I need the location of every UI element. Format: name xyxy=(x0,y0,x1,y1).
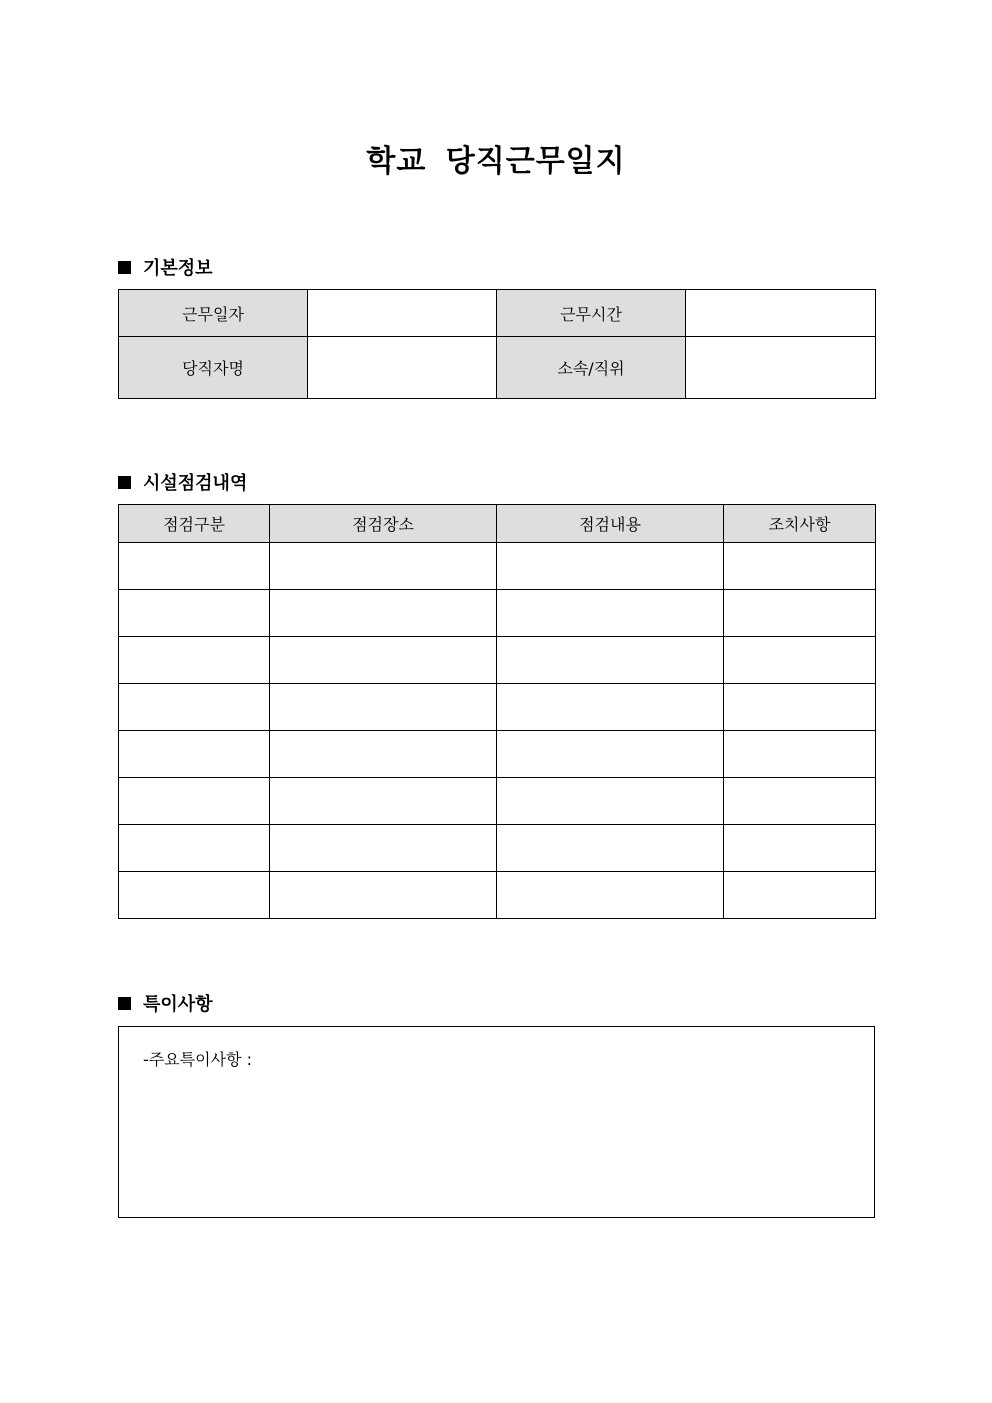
table-cell[interactable] xyxy=(724,778,876,825)
column-header-category: 점검구분 xyxy=(119,505,270,543)
table-cell[interactable] xyxy=(497,872,724,919)
table-cell[interactable] xyxy=(497,637,724,684)
section-heading-inspection xyxy=(118,469,247,495)
table-cell[interactable] xyxy=(724,825,876,872)
section-heading-notes-label: 특이사항 xyxy=(143,994,213,1015)
basic-info-table xyxy=(118,289,876,399)
table-cell[interactable] xyxy=(119,684,270,731)
table-row xyxy=(119,872,876,919)
table-cell[interactable] xyxy=(724,543,876,590)
table-cell[interactable] xyxy=(270,590,497,637)
table-row xyxy=(119,825,876,872)
duty-name-field[interactable] xyxy=(308,337,497,399)
table-cell[interactable] xyxy=(270,825,497,872)
table-row xyxy=(119,684,876,731)
work-date-label: 근무일자 xyxy=(119,290,308,337)
affiliation-label: 소속/직위 xyxy=(497,337,686,399)
table-cell[interactable] xyxy=(497,543,724,590)
table-row xyxy=(119,778,876,825)
table-cell[interactable] xyxy=(270,872,497,919)
table-cell[interactable] xyxy=(270,684,497,731)
table-row xyxy=(119,637,876,684)
section-heading-basic-label: 기본정보 xyxy=(143,258,213,279)
table-cell[interactable] xyxy=(270,637,497,684)
table-cell[interactable] xyxy=(119,825,270,872)
table-cell[interactable] xyxy=(724,684,876,731)
table-cell[interactable] xyxy=(270,778,497,825)
duty-name-label: 당직자명 xyxy=(119,337,308,399)
table-cell[interactable] xyxy=(119,637,270,684)
table-cell[interactable] xyxy=(724,872,876,919)
square-bullet-icon xyxy=(118,997,131,1010)
table-cell[interactable] xyxy=(724,590,876,637)
table-cell[interactable] xyxy=(724,637,876,684)
section-heading-basic xyxy=(118,254,213,280)
notes-box[interactable] xyxy=(118,1026,875,1218)
document-title: 학교 당직근무일지 xyxy=(366,144,626,179)
table-cell[interactable] xyxy=(119,543,270,590)
column-header-content: 점검내용 xyxy=(497,505,724,543)
section-heading-inspection-label: 시설점검내역 xyxy=(143,473,248,494)
column-header-location: 점검장소 xyxy=(270,505,497,543)
section-heading-notes xyxy=(118,990,213,1016)
table-cell[interactable] xyxy=(497,825,724,872)
table-cell[interactable] xyxy=(119,872,270,919)
table-cell[interactable] xyxy=(119,590,270,637)
table-row xyxy=(119,731,876,778)
table-cell[interactable] xyxy=(724,731,876,778)
table-cell[interactable] xyxy=(497,731,724,778)
table-cell[interactable] xyxy=(497,778,724,825)
work-time-field[interactable] xyxy=(686,290,876,337)
table-cell[interactable] xyxy=(119,778,270,825)
work-time-label: 근무시간 xyxy=(497,290,686,337)
table-cell[interactable] xyxy=(270,543,497,590)
column-header-action: 조치사항 xyxy=(724,505,876,543)
table-cell[interactable] xyxy=(497,590,724,637)
table-cell[interactable] xyxy=(497,684,724,731)
table-row xyxy=(119,590,876,637)
work-date-field[interactable] xyxy=(308,290,497,337)
inspection-table xyxy=(118,504,876,919)
table-row xyxy=(119,543,876,590)
affiliation-field[interactable] xyxy=(686,337,876,399)
table-cell[interactable] xyxy=(270,731,497,778)
square-bullet-icon xyxy=(118,476,131,489)
notes-prompt: -주요특이사항 : xyxy=(143,1050,252,1069)
square-bullet-icon xyxy=(118,261,131,274)
table-cell[interactable] xyxy=(119,731,270,778)
